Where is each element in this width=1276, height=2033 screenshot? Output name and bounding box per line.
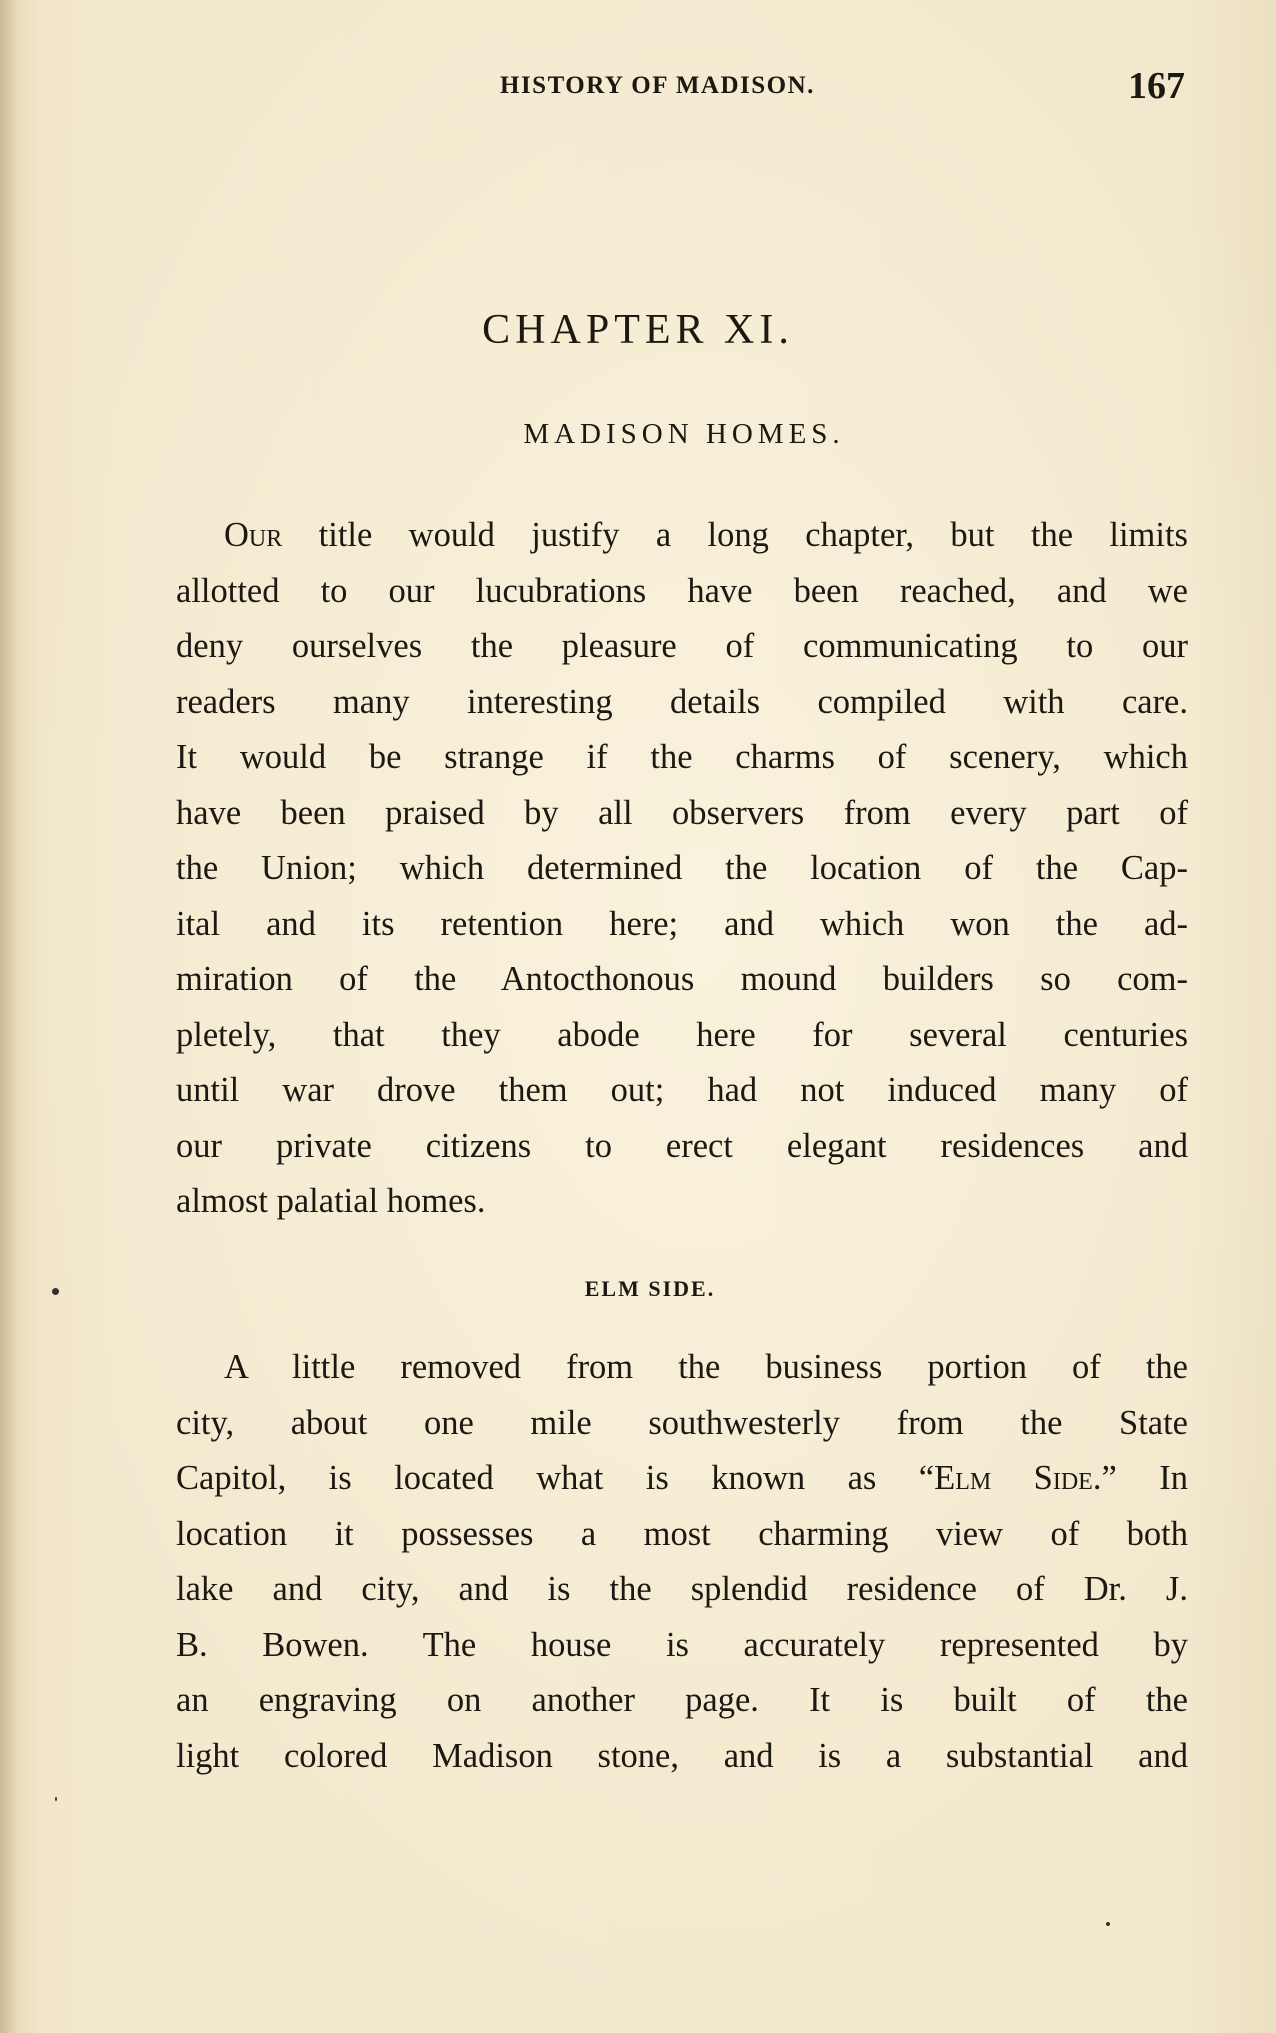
text-line: lake and city, and is the splendid residence of Dr. J.: [176, 1570, 1188, 1608]
page-number: 167: [1128, 65, 1185, 107]
text-line: the Union; which determined the location of the Cap-: [176, 849, 1188, 887]
chapter-title: CHAPTER XI.: [482, 307, 794, 353]
text-line: ital and its retention here; and which won the ad-: [176, 904, 1188, 943]
text-line: [176, 508, 1188, 564]
margin-speck: [55, 1797, 57, 1801]
text-line: an engraving on another page. It is built of the: [176, 1681, 1188, 1719]
text-line: almost palatial homes.: [176, 1182, 486, 1220]
text-line: readers many interesting details compiled with care.: [176, 682, 1188, 721]
text-line: [176, 1451, 1188, 1507]
text-line: light colored Madison stone, and is a substantial and: [176, 1736, 1188, 1775]
text-line-before: Capitol, is located what is known as “: [176, 1459, 935, 1497]
text-line-content: title would justify a long chapter, but the limits: [282, 516, 1188, 554]
paragraph-elm-side: [176, 1340, 1188, 1784]
text-line: deny ourselves the pleasure of communicating to our: [176, 627, 1188, 665]
text-line: until war drove them out; had not induced many of: [176, 1071, 1188, 1109]
text-line: have been praised by all observers from every part of: [176, 793, 1188, 832]
text-line-after: .” In: [1092, 1459, 1188, 1497]
binding-shadow: [0, 0, 18, 2033]
margin-speck: [1106, 1922, 1110, 1926]
text-line: miration of the Antocthonous mound builders so com-: [176, 960, 1188, 998]
text-line: It would be strange if the charms of scenery, which: [176, 738, 1188, 776]
section-heading: ELM SIDE.: [584, 1276, 716, 1301]
text-line: city, about one mile southwesterly from the State: [176, 1403, 1188, 1442]
text-line: allotted to our lucubrations have been reached, and we: [176, 571, 1188, 610]
text-line: A little removed from the business portion of the: [224, 1348, 1188, 1386]
lead-word: Our: [224, 516, 283, 554]
paragraph-intro: [176, 508, 1188, 1230]
text-line: pletely, that they abode here for several centuries: [176, 1015, 1188, 1054]
house-name: Elm Side: [934, 1459, 1093, 1497]
text-line: location it possesses a most charming view of both: [176, 1514, 1188, 1553]
running-head: HISTORY OF MADISON.: [500, 72, 815, 99]
text-line: our private citizens to erect elegant residences and: [176, 1126, 1188, 1165]
chapter-subtitle: MADISON HOMES.: [523, 418, 845, 450]
margin-speck: [52, 1288, 59, 1295]
text-line: B. Bowen. The house is accurately represented by: [176, 1625, 1188, 1664]
